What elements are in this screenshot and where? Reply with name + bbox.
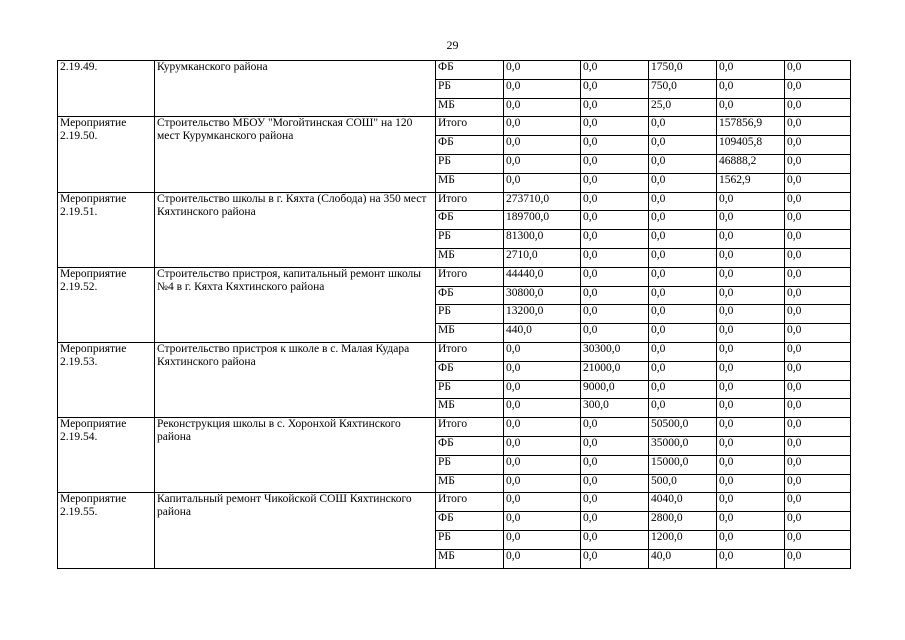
amount-cell: 0,0: [504, 436, 581, 455]
amount-cell: 0,0: [504, 361, 581, 380]
amount-cell: 0,0: [785, 117, 851, 136]
amount-cell: 0,0: [785, 211, 851, 230]
amount-cell: 500,0: [649, 474, 717, 493]
amount-cell: 0,0: [581, 455, 649, 474]
funding-source-cell: МБ: [436, 98, 504, 117]
amount-cell: 0,0: [717, 211, 785, 230]
amount-cell: 0,0: [785, 192, 851, 211]
amount-cell: 0,0: [504, 136, 581, 155]
funding-source-cell: Итого: [436, 418, 504, 437]
amount-cell: 273710,0: [504, 192, 581, 211]
funding-source-cell: Итого: [436, 192, 504, 211]
amount-cell: 0,0: [717, 436, 785, 455]
funding-source-cell: ФБ: [436, 211, 504, 230]
amount-cell: 0,0: [717, 418, 785, 437]
amount-cell: 0,0: [504, 530, 581, 549]
amount-cell: 0,0: [581, 474, 649, 493]
amount-cell: 0,0: [785, 474, 851, 493]
amount-cell: 0,0: [504, 61, 581, 80]
amount-cell: 0,0: [785, 455, 851, 474]
amount-cell: 25,0: [649, 98, 717, 117]
funding-source-cell: Итого: [436, 117, 504, 136]
amount-cell: 0,0: [785, 79, 851, 98]
table-row: [58, 493, 851, 512]
page-number: 29: [446, 38, 459, 52]
amount-cell: 9000,0: [581, 380, 649, 399]
funding-table-body: [58, 61, 851, 569]
amount-cell: 0,0: [717, 61, 785, 80]
amount-cell: 0,0: [717, 98, 785, 117]
amount-cell: 0,0: [581, 61, 649, 80]
amount-cell: 0,0: [717, 399, 785, 418]
amount-cell: 1200,0: [649, 530, 717, 549]
amount-cell: 13200,0: [504, 305, 581, 324]
amount-cell: 0,0: [581, 117, 649, 136]
funding-source-cell: ФБ: [436, 286, 504, 305]
amount-cell: 81300,0: [504, 230, 581, 249]
amount-cell: 0,0: [504, 380, 581, 399]
funding-source-cell: РБ: [436, 154, 504, 173]
amount-cell: 0,0: [581, 136, 649, 155]
amount-cell: 50500,0: [649, 418, 717, 437]
amount-cell: 0,0: [717, 286, 785, 305]
measure-code-cell: Мероприятие 2.19.55.: [58, 493, 155, 568]
amount-cell: 0,0: [649, 361, 717, 380]
measure-name-cell: Строительство пристроя к школе в с. Малая Кудара Кяхтинского района: [155, 342, 436, 417]
amount-cell: 0,0: [581, 211, 649, 230]
funding-source-cell: РБ: [436, 455, 504, 474]
funding-source-cell: Итого: [436, 267, 504, 286]
amount-cell: 0,0: [504, 474, 581, 493]
amount-cell: 0,0: [785, 436, 851, 455]
amount-cell: 0,0: [649, 173, 717, 192]
amount-cell: 0,0: [581, 305, 649, 324]
amount-cell: 0,0: [504, 173, 581, 192]
amount-cell: 0,0: [717, 324, 785, 343]
amount-cell: 0,0: [717, 305, 785, 324]
amount-cell: 0,0: [504, 493, 581, 512]
amount-cell: 4040,0: [649, 493, 717, 512]
amount-cell: 0,0: [785, 342, 851, 361]
amount-cell: 0,0: [504, 455, 581, 474]
amount-cell: 109405,8: [717, 136, 785, 155]
amount-cell: 0,0: [581, 230, 649, 249]
amount-cell: 0,0: [649, 248, 717, 267]
amount-cell: 0,0: [581, 267, 649, 286]
amount-cell: 0,0: [581, 512, 649, 531]
funding-source-cell: Итого: [436, 342, 504, 361]
amount-cell: 0,0: [581, 154, 649, 173]
amount-cell: 15000,0: [649, 455, 717, 474]
amount-cell: 0,0: [785, 493, 851, 512]
funding-source-cell: МБ: [436, 549, 504, 568]
amount-cell: 0,0: [717, 474, 785, 493]
amount-cell: 0,0: [785, 230, 851, 249]
amount-cell: 0,0: [717, 342, 785, 361]
measure-name-cell: Строительство школы в г. Кяхта (Слобода) на 350 мест Кяхтинского района: [155, 192, 436, 267]
table-row: [58, 342, 851, 361]
amount-cell: 0,0: [504, 399, 581, 418]
amount-cell: 0,0: [785, 61, 851, 80]
funding-source-cell: МБ: [436, 399, 504, 418]
amount-cell: 0,0: [649, 192, 717, 211]
funding-source-cell: МБ: [436, 324, 504, 343]
amount-cell: 300,0: [581, 399, 649, 418]
measure-code-cell: Мероприятие 2.19.53.: [58, 342, 155, 417]
measure-name-cell: Строительство пристроя, капитальный ремонт школы №4 в г. Кяхта Кяхтинского района: [155, 267, 436, 342]
measure-code-cell: 2.19.49.: [58, 61, 155, 117]
funding-source-cell: РБ: [436, 530, 504, 549]
funding-source-cell: МБ: [436, 474, 504, 493]
amount-cell: 0,0: [785, 418, 851, 437]
amount-cell: 40,0: [649, 549, 717, 568]
amount-cell: 0,0: [581, 418, 649, 437]
table-row: [58, 267, 851, 286]
amount-cell: 189700,0: [504, 211, 581, 230]
amount-cell: 0,0: [581, 79, 649, 98]
amount-cell: 0,0: [717, 361, 785, 380]
amount-cell: 30800,0: [504, 286, 581, 305]
table-row: [58, 117, 851, 136]
amount-cell: 2800,0: [649, 512, 717, 531]
amount-cell: 0,0: [504, 79, 581, 98]
amount-cell: 0,0: [717, 79, 785, 98]
amount-cell: 0,0: [717, 248, 785, 267]
amount-cell: 0,0: [785, 512, 851, 531]
funding-source-cell: РБ: [436, 230, 504, 249]
funding-source-cell: ФБ: [436, 436, 504, 455]
amount-cell: 0,0: [785, 399, 851, 418]
amount-cell: 0,0: [504, 549, 581, 568]
amount-cell: 0,0: [785, 549, 851, 568]
measure-name-cell: Реконструкция школы в с. Хоронхой Кяхтинского района: [155, 418, 436, 493]
amount-cell: 0,0: [785, 98, 851, 117]
amount-cell: 0,0: [649, 230, 717, 249]
amount-cell: 0,0: [785, 361, 851, 380]
amount-cell: 46888,2: [717, 154, 785, 173]
amount-cell: 0,0: [581, 286, 649, 305]
funding-source-cell: ФБ: [436, 136, 504, 155]
amount-cell: 0,0: [504, 117, 581, 136]
amount-cell: 0,0: [785, 324, 851, 343]
amount-cell: 0,0: [717, 192, 785, 211]
measure-name-cell: Курумканского района: [155, 61, 436, 117]
amount-cell: 0,0: [649, 211, 717, 230]
amount-cell: 0,0: [581, 98, 649, 117]
amount-cell: 0,0: [649, 380, 717, 399]
amount-cell: 0,0: [581, 493, 649, 512]
funding-source-cell: МБ: [436, 248, 504, 267]
amount-cell: 1562,9: [717, 173, 785, 192]
amount-cell: 30300,0: [581, 342, 649, 361]
amount-cell: 0,0: [504, 154, 581, 173]
amount-cell: 0,0: [649, 305, 717, 324]
amount-cell: 0,0: [504, 98, 581, 117]
amount-cell: 0,0: [649, 342, 717, 361]
amount-cell: 0,0: [649, 324, 717, 343]
amount-cell: 0,0: [717, 455, 785, 474]
amount-cell: 0,0: [717, 549, 785, 568]
amount-cell: 0,0: [785, 173, 851, 192]
amount-cell: 1750,0: [649, 61, 717, 80]
amount-cell: 0,0: [649, 117, 717, 136]
amount-cell: 0,0: [581, 173, 649, 192]
funding-source-cell: МБ: [436, 173, 504, 192]
amount-cell: 0,0: [649, 136, 717, 155]
amount-cell: 0,0: [717, 230, 785, 249]
amount-cell: 2710,0: [504, 248, 581, 267]
amount-cell: 44440,0: [504, 267, 581, 286]
measure-code-cell: Мероприятие 2.19.54.: [58, 418, 155, 493]
table-row: [58, 61, 851, 80]
amount-cell: 0,0: [717, 530, 785, 549]
amount-cell: 0,0: [649, 399, 717, 418]
funding-source-cell: РБ: [436, 79, 504, 98]
measure-code-cell: Мероприятие 2.19.52.: [58, 267, 155, 342]
amount-cell: 0,0: [649, 154, 717, 173]
measure-name-cell: Капитальный ремонт Чикойской СОШ Кяхтинского района: [155, 493, 436, 568]
measure-code-cell: Мероприятие 2.19.51.: [58, 192, 155, 267]
funding-source-cell: Итого: [436, 493, 504, 512]
amount-cell: 0,0: [504, 512, 581, 531]
amount-cell: 0,0: [581, 436, 649, 455]
measure-code-cell: Мероприятие 2.19.50.: [58, 117, 155, 192]
funding-table: [57, 60, 851, 569]
amount-cell: 0,0: [581, 324, 649, 343]
amount-cell: 0,0: [581, 549, 649, 568]
amount-cell: 0,0: [717, 493, 785, 512]
amount-cell: 750,0: [649, 79, 717, 98]
amount-cell: 0,0: [649, 286, 717, 305]
amount-cell: 440,0: [504, 324, 581, 343]
amount-cell: 35000,0: [649, 436, 717, 455]
table-row: [58, 192, 851, 211]
amount-cell: 157856,9: [717, 117, 785, 136]
amount-cell: 21000,0: [581, 361, 649, 380]
amount-cell: 0,0: [717, 267, 785, 286]
amount-cell: 0,0: [581, 192, 649, 211]
funding-source-cell: ФБ: [436, 361, 504, 380]
table-row: [58, 418, 851, 437]
amount-cell: 0,0: [785, 286, 851, 305]
amount-cell: 0,0: [504, 342, 581, 361]
amount-cell: 0,0: [649, 267, 717, 286]
funding-source-cell: РБ: [436, 380, 504, 399]
amount-cell: 0,0: [581, 530, 649, 549]
amount-cell: 0,0: [785, 136, 851, 155]
amount-cell: 0,0: [504, 418, 581, 437]
amount-cell: 0,0: [717, 512, 785, 531]
amount-cell: 0,0: [785, 248, 851, 267]
amount-cell: 0,0: [785, 267, 851, 286]
amount-cell: 0,0: [785, 154, 851, 173]
measure-name-cell: Строительство МБОУ "Могойтинская СОШ" на 120 мест Курумканского района: [155, 117, 436, 192]
amount-cell: 0,0: [581, 248, 649, 267]
funding-source-cell: РБ: [436, 305, 504, 324]
funding-source-cell: ФБ: [436, 512, 504, 531]
funding-source-cell: ФБ: [436, 61, 504, 80]
amount-cell: 0,0: [717, 380, 785, 399]
amount-cell: 0,0: [785, 380, 851, 399]
amount-cell: 0,0: [785, 305, 851, 324]
amount-cell: 0,0: [785, 530, 851, 549]
